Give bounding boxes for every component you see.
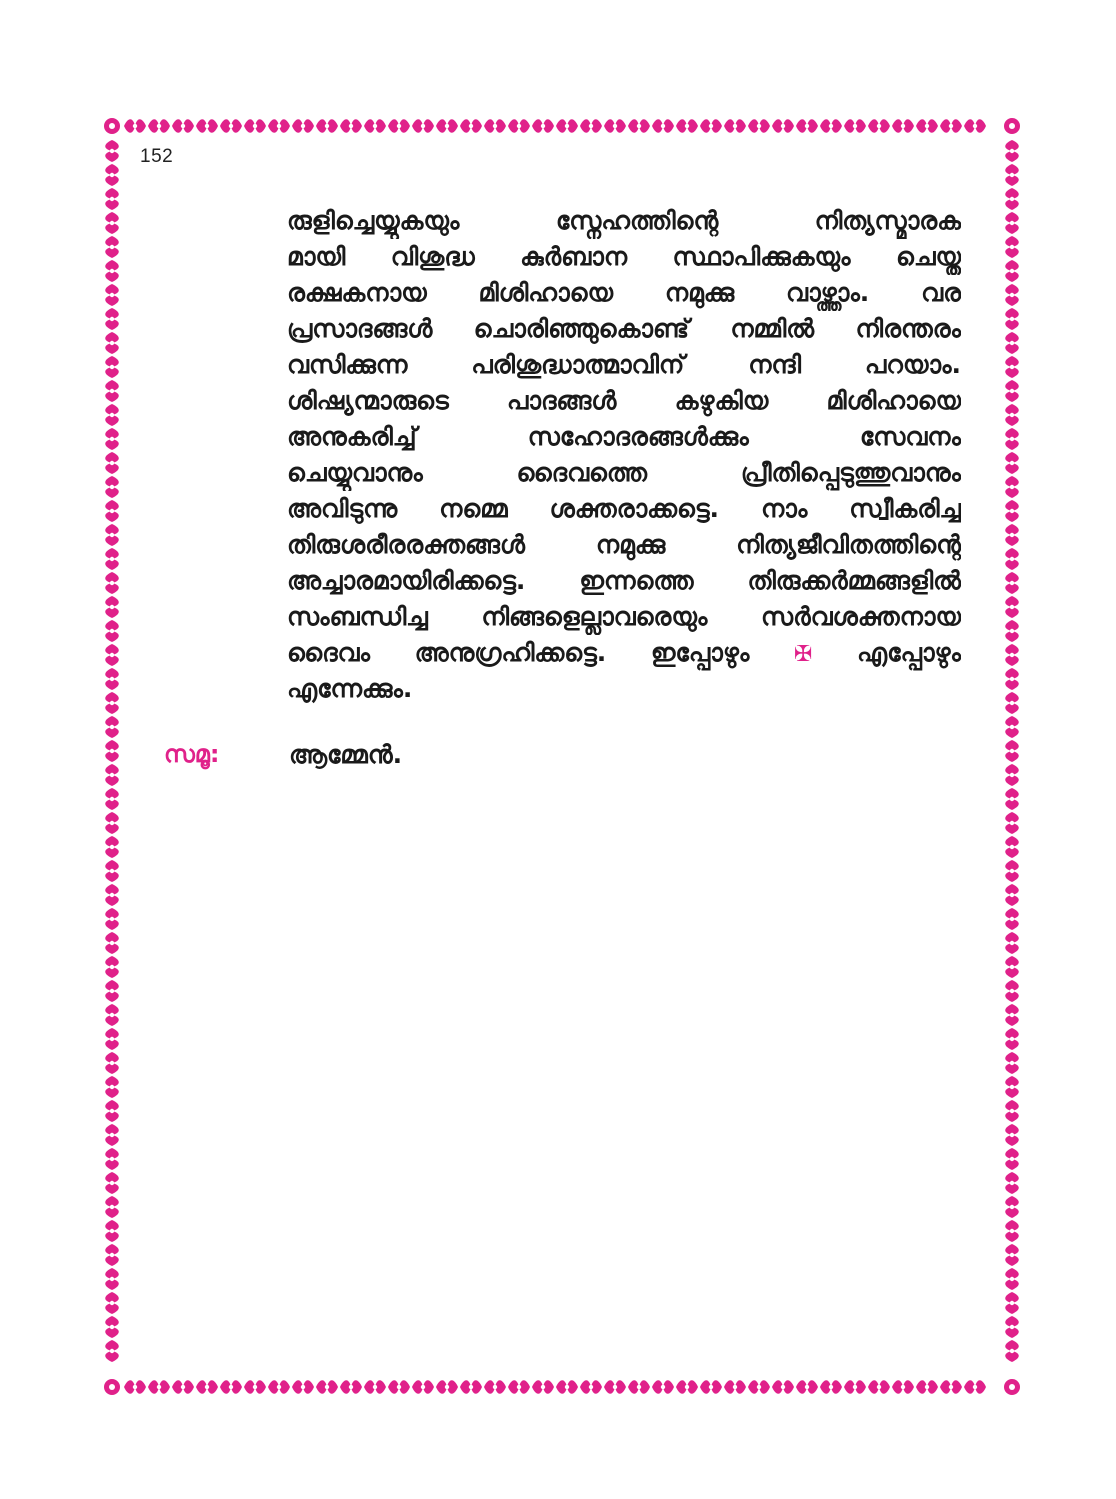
border-motif <box>460 119 482 133</box>
border-motif <box>748 119 770 133</box>
border-motif <box>105 716 119 738</box>
border-motif <box>1005 692 1019 714</box>
border-motif <box>292 119 314 133</box>
border-motif <box>652 1380 674 1394</box>
border-motif <box>105 1052 119 1074</box>
border-motif <box>105 668 119 690</box>
border-motif <box>724 1380 746 1394</box>
border-motif <box>1005 716 1019 738</box>
page-number: 152 <box>140 146 174 167</box>
border-motif <box>124 119 146 133</box>
border-motif <box>105 812 119 834</box>
border-motif <box>820 1380 842 1394</box>
border-motif <box>772 119 794 133</box>
border-motif <box>105 1100 119 1122</box>
border-motif <box>700 119 722 133</box>
border-motif <box>268 119 290 133</box>
border-motif <box>1005 164 1019 186</box>
border-motif <box>724 119 746 133</box>
border-motif <box>1005 1292 1019 1314</box>
border-motif <box>105 164 119 186</box>
border-top <box>124 119 986 133</box>
border-motif <box>1005 1100 1019 1122</box>
border-motif <box>105 788 119 810</box>
border-motif <box>364 1380 386 1394</box>
border-motif <box>1005 836 1019 858</box>
border-motif <box>484 119 506 133</box>
border-motif <box>105 1076 119 1098</box>
border-motif <box>244 1380 266 1394</box>
border-motif <box>105 284 119 306</box>
border-motif <box>105 956 119 978</box>
border-motif <box>460 1380 482 1394</box>
border-motif <box>1005 980 1019 1002</box>
border-motif <box>796 119 818 133</box>
border-motif <box>1005 956 1019 978</box>
border-motif <box>105 452 119 474</box>
border-motif <box>1005 884 1019 906</box>
border-motif <box>868 1380 890 1394</box>
border-motif <box>105 1172 119 1194</box>
speaker-label: സമൂ: <box>164 740 220 768</box>
border-motif <box>105 260 119 282</box>
border-motif <box>1005 428 1019 450</box>
border-motif <box>508 119 530 133</box>
border-motif <box>105 356 119 378</box>
border-motif <box>1005 1316 1019 1338</box>
border-motif <box>1005 476 1019 498</box>
border-motif <box>940 1380 962 1394</box>
prayer-line-with-cross <box>287 635 961 671</box>
border-motif <box>340 119 362 133</box>
prayer-line-part: ദൈവം അനുഗ്രഹിക്കട്ടെ. ഇപ്പോഴും <box>287 638 750 667</box>
prayer-line: അനുകരിച്ച് സഹോദരങ്ങൾക്കും സേവനം <box>287 422 961 451</box>
border-motif <box>1005 308 1019 330</box>
border-motif <box>892 1380 914 1394</box>
border-motif <box>1005 356 1019 378</box>
border-motif <box>105 692 119 714</box>
border-motif <box>916 1380 938 1394</box>
border-motif <box>1005 236 1019 258</box>
border-motif <box>1005 404 1019 426</box>
border-motif <box>124 1380 146 1394</box>
border-motif <box>604 1380 626 1394</box>
prayer-line: രക്ഷകനായ മിശിഹായെ നമുക്കു വാഴ്ത്താം. വര <box>287 278 961 307</box>
border-motif <box>1005 572 1019 594</box>
border-motif <box>1005 260 1019 282</box>
border-motif <box>316 119 338 133</box>
border-motif <box>105 620 119 642</box>
border-motif <box>1005 596 1019 618</box>
border-motif <box>916 119 938 133</box>
response-text: ആമ്മേൻ. <box>289 740 403 769</box>
prayer-line: തിരുശരീരരക്തങ്ങൾ നമുക്കു നിത്യജീവിതത്തിന്റെ <box>287 530 961 559</box>
border-motif <box>105 500 119 522</box>
border-motif <box>436 1380 458 1394</box>
border-motif <box>105 332 119 354</box>
border-motif <box>580 1380 602 1394</box>
border-motif <box>844 1380 866 1394</box>
prayer-line: മായി വിശുദ്ധ കുർബാന സ്ഥാപിക്കുകയും ചെയ്ത <box>287 242 961 271</box>
border-motif <box>105 1148 119 1170</box>
prayer-line-part: എപ്പോഴും <box>857 638 961 667</box>
border-motif <box>1005 908 1019 930</box>
border-motif <box>868 119 890 133</box>
border-motif <box>1005 1004 1019 1026</box>
border-motif <box>1005 1196 1019 1218</box>
border-motif <box>484 1380 506 1394</box>
border-motif <box>105 140 119 162</box>
border-motif <box>844 119 866 133</box>
border-motif <box>1005 1220 1019 1242</box>
border-motif <box>105 1340 119 1362</box>
prayer-text-block <box>287 203 961 707</box>
border-motif <box>105 548 119 570</box>
border-motif <box>105 836 119 858</box>
border-motif <box>628 119 650 133</box>
border-motif <box>292 1380 314 1394</box>
prayer-line: ശിഷ്യന്മാരുടെ പാദങ്ങൾ കഴുകിയ മിശിഹായെ <box>287 386 961 415</box>
border-motif <box>820 119 842 133</box>
border-motif <box>105 1220 119 1242</box>
border-motif <box>1005 1148 1019 1170</box>
border-motif <box>676 1380 698 1394</box>
border-motif <box>556 119 578 133</box>
border-motif <box>105 1244 119 1266</box>
border-motif <box>1005 1244 1019 1266</box>
prayer-line: അവിടുന്നു നമ്മെ ശക്തരാക്കട്ടെ. നാം സ്വീകരിച്ച <box>287 494 961 523</box>
border-bottom <box>124 1380 986 1394</box>
border-motif <box>892 119 914 133</box>
border-motif <box>1005 932 1019 954</box>
cross-icon: ✠ <box>793 642 813 667</box>
border-motif <box>1005 524 1019 546</box>
border-motif <box>1005 548 1019 570</box>
border-motif <box>1005 788 1019 810</box>
border-motif <box>172 1380 194 1394</box>
border-motif <box>105 308 119 330</box>
border-motif <box>388 1380 410 1394</box>
border-motif <box>105 404 119 426</box>
border-motif <box>1005 1268 1019 1290</box>
response-row <box>0 740 1116 780</box>
border-motif <box>148 119 170 133</box>
border-motif <box>1005 860 1019 882</box>
border-motif <box>220 1380 242 1394</box>
border-motif <box>436 119 458 133</box>
border-motif <box>1005 668 1019 690</box>
border-motif <box>105 596 119 618</box>
border-motif <box>1005 1124 1019 1146</box>
border-motif <box>1005 620 1019 642</box>
border-motif <box>1005 332 1019 354</box>
border-motif <box>172 119 194 133</box>
border-motif <box>1005 188 1019 210</box>
border-motif <box>796 1380 818 1394</box>
border-motif <box>105 476 119 498</box>
border-motif <box>388 119 410 133</box>
border-motif <box>508 1380 530 1394</box>
border-motif <box>105 1124 119 1146</box>
border-motif <box>105 1316 119 1338</box>
border-motif <box>1005 380 1019 402</box>
border-motif <box>105 380 119 402</box>
prayer-line: എന്നേക്കും. <box>287 674 413 703</box>
prayer-line: രുളിച്ചെയ്യുകയും സ്നേഹത്തിന്റെ നിത്യസ്മാരക <box>287 206 961 235</box>
border-motif <box>196 119 218 133</box>
border-motif <box>1005 644 1019 666</box>
prayer-line: സംബന്ധിച്ച നിങ്ങളെല്ലാവരെയും സർവശക്തനായ <box>287 602 961 631</box>
border-motif <box>105 908 119 930</box>
border-motif <box>105 428 119 450</box>
border-motif <box>748 1380 770 1394</box>
border-motif <box>940 119 962 133</box>
border-motif <box>964 1380 986 1394</box>
border-motif <box>105 1028 119 1050</box>
border-motif <box>105 188 119 210</box>
border-motif <box>604 119 626 133</box>
border-motif <box>105 644 119 666</box>
border-motif <box>1005 1052 1019 1074</box>
border-motif <box>772 1380 794 1394</box>
border-motif <box>1005 1076 1019 1098</box>
border-motif <box>105 932 119 954</box>
border-motif <box>364 119 386 133</box>
border-motif <box>268 1380 290 1394</box>
border-motif <box>244 119 266 133</box>
border-motif <box>105 572 119 594</box>
border-motif <box>105 980 119 1002</box>
border-motif <box>196 1380 218 1394</box>
border-motif <box>105 860 119 882</box>
border-motif <box>1005 812 1019 834</box>
border-motif <box>556 1380 578 1394</box>
border-motif <box>700 1380 722 1394</box>
border-motif <box>412 1380 434 1394</box>
border-motif <box>1005 212 1019 234</box>
border-motif <box>532 1380 554 1394</box>
border-motif <box>105 1292 119 1314</box>
border-motif <box>1005 1028 1019 1050</box>
border-motif <box>105 236 119 258</box>
border-motif <box>1005 1172 1019 1194</box>
prayer-line: ചെയ്യുവാനും ദൈവത്തെ പ്രീതിപ്പെടുത്തുവാനും <box>287 458 961 487</box>
border-motif <box>105 212 119 234</box>
border-motif <box>1005 500 1019 522</box>
border-motif <box>105 524 119 546</box>
border-motif <box>316 1380 338 1394</box>
prayer-line: പ്രസാദങ്ങൾ ചൊരിഞ്ഞുകൊണ്ട് നമ്മിൽ നിരന്തരം <box>287 314 961 343</box>
border-motif <box>105 1004 119 1026</box>
border-motif <box>148 1380 170 1394</box>
border-motif <box>412 119 434 133</box>
border-motif <box>580 119 602 133</box>
border-motif <box>105 1268 119 1290</box>
border-motif <box>105 1196 119 1218</box>
border-motif <box>652 119 674 133</box>
prayer-line: അച്ചാരമായിരിക്കട്ടെ. ഇന്നത്തെ തിരുക്കർമ്മങ്ങളിൽ <box>287 566 961 595</box>
border-motif <box>628 1380 650 1394</box>
border-motif <box>220 119 242 133</box>
border-motif <box>1005 284 1019 306</box>
border-motif <box>1005 452 1019 474</box>
border-motif <box>340 1380 362 1394</box>
prayer-line: വസിക്കുന്ന പരിശുദ്ധാത്മാവിന് നന്ദി പറയാം. <box>287 350 961 379</box>
border-motif <box>964 119 986 133</box>
border-motif <box>1005 1340 1019 1362</box>
border-motif <box>532 119 554 133</box>
border-motif <box>105 884 119 906</box>
border-motif <box>676 119 698 133</box>
border-motif <box>1005 140 1019 162</box>
